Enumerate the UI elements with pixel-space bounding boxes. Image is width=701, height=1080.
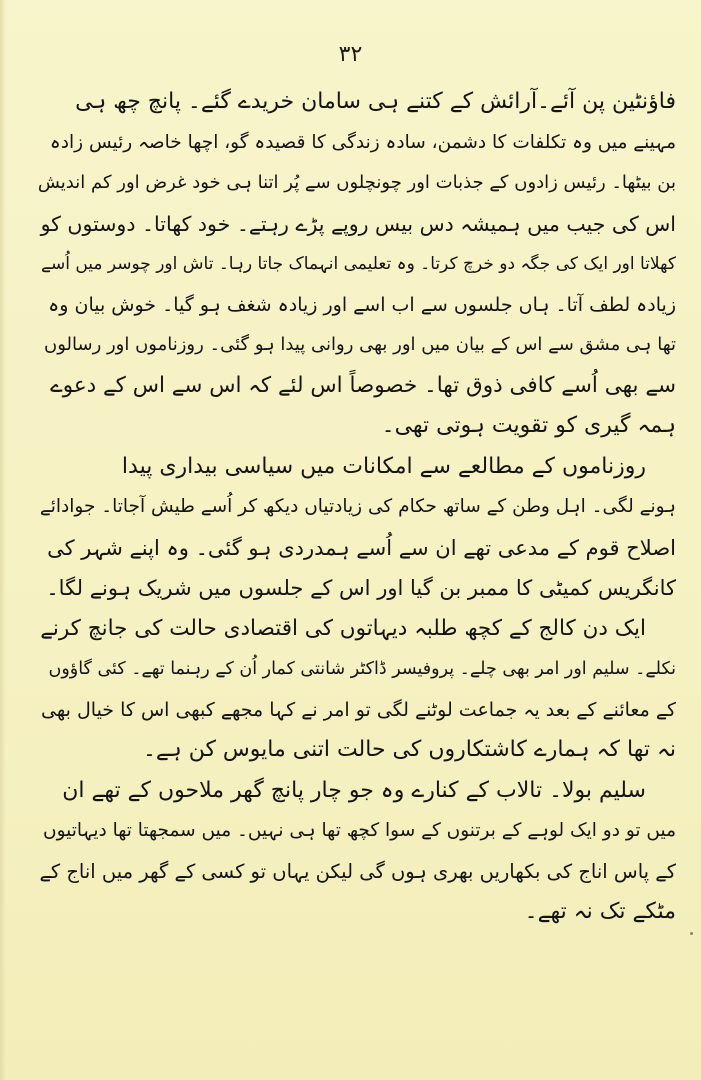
text-line: کے معائنے کے بعد یہ جماعت لوٹنے لگی تو امر نے کہا مجھے کبھی اس کا خیال بھی <box>41 698 676 721</box>
paragraph-end-line: کانگریس کمیٹی کا ممبر بن گیا اور اس کے جلسوں میں شریک ہونے لگا۔ <box>46 576 676 600</box>
text-line: بن بیٹھا۔ رئیس زادوں کے جذبات اور چونچلوں سے پُر اتنا ہی خود غرض اور کم اندیش <box>38 172 676 193</box>
paragraph-start-line: ایک دن کالج کے کچھ طلبہ دیہاتوں کی اقتصادی حالت کی جانچ کرنے <box>40 615 646 641</box>
text-line: کھلاتا اور ایک کی جگہ دو خرچ کرتا۔ وہ تعلیمی انہماک جاتا رہا۔ تاش اور چوسر میں اُسے <box>40 254 676 274</box>
paragraph-end-line: مٹکے تک نہ تھے۔ <box>524 899 676 924</box>
text-line: میں تو دو ایک لوہے کے برتنوں کے سوا کچھ تھا ہی نہیں۔ میں سمجھتا تھا دیہاتیوں <box>42 820 676 841</box>
text-line: فاؤنٹین پن آئے۔آرائش کے کتنے ہی سامان خریدے گئے۔ پانچ چھ ہی <box>75 89 676 114</box>
text-line: کے پاس اناج کی بکھاریں بھری ہوں گی لیکن یہاں تو کسی کے گھر میں اناج کے <box>39 859 676 883</box>
margin-speck <box>690 932 693 935</box>
page-number: ۳۲ <box>338 42 363 67</box>
text-line: ہونے لگی۔ اہل وطن کے ساتھ حکام کی زیادتیاں دیکھ کر اُسے طیش آجاتا۔ جوادائے <box>39 496 676 517</box>
text-line: اس کی جیب میں ہمیشہ دس بیس روپے پڑے رہتے۔ خود کھاتا۔ دوستوں کو <box>40 211 676 236</box>
text-line: زیادہ لطف آتا۔ ہاں جلسوں سے اب اسے اور زیادہ شغف ہو گیا۔ خوش بیان وہ <box>48 293 676 316</box>
text-line: سے بھی اُسے کافی ذوق تھا۔ خصوصاً اس لئے کہ اس سے اس کے دعوے <box>50 372 676 398</box>
paragraph-start-line: سلیم بولا۔ تالاب کے کنارے وہ جو چار پانچ گھر ملاحوں کے تھے ان <box>62 777 646 803</box>
page-binding-shadow <box>0 0 6 1080</box>
text-line: نکلے۔ سلیم اور امر بھی چلے۔ پروفیسر ڈاکٹر شانتی کمار اُن کے رہنما تھے۔ کئی گاؤوں <box>48 659 676 679</box>
paragraph-end-line: ہمہ گیری کو تقویت ہوتی تھی۔ <box>381 413 676 438</box>
text-line: مہینے میں وہ تکلفات کا دشمن، سادہ زندگی کا قصیدہ گو، اچھا خاصہ رئیس زادہ <box>49 131 676 153</box>
urdu-text-block <box>38 82 676 933</box>
text-line: تھا ہی مشق سے اس کے بیان میں اور بھی روانی پیدا ہو گئی۔ روزناموں اور رسالوں <box>44 334 676 355</box>
paragraph-end-line: نہ تھا کہ ہمارے کاشتکاروں کی حالت اتنی مایوس کن ہے۔ <box>143 737 676 762</box>
text-line: اصلاح قوم کے مدعی تھے ان سے اُسے ہمدردی ہو گئی۔ وہ اپنے شہر کی <box>47 535 676 560</box>
paragraph-start-line: روزناموں کے مطالعے سے امکانات میں سیاسی بیداری پیدا <box>121 453 646 479</box>
